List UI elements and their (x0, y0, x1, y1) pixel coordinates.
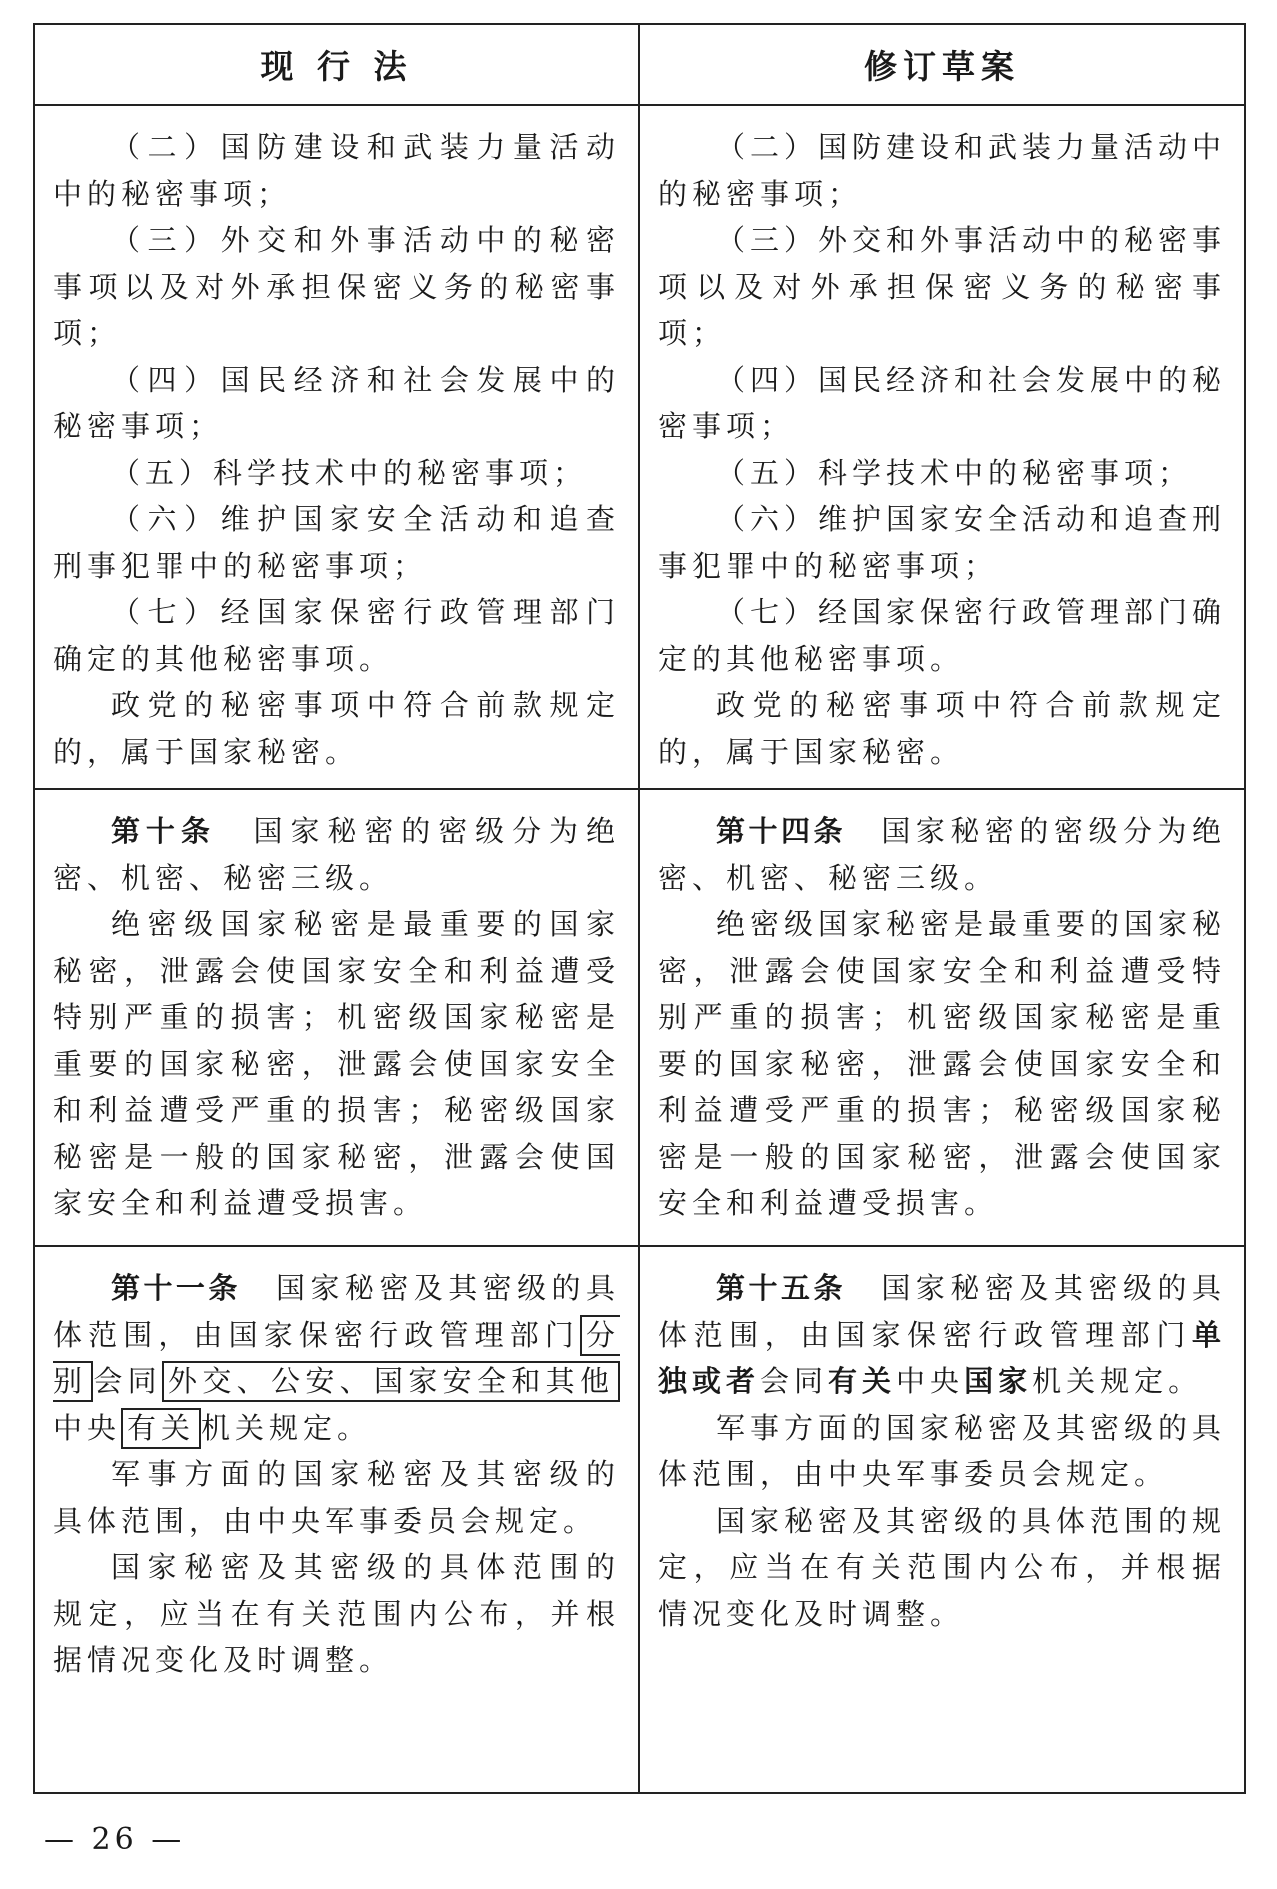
clause-paragraph: （四）国民经济和社会发展中的秘密事项； (53, 362, 620, 443)
deleted-text-box: 有关 (121, 1408, 201, 1449)
clause-paragraph: （六）维护国家安全活动和追查刑事犯罪中的秘密事项； (658, 502, 1227, 583)
clause-paragraph: （四）国民经济和社会发展中的秘密事项； (658, 362, 1227, 443)
revision-draft-cell (639, 105, 1245, 789)
article-text: 机关规定。 (201, 1410, 372, 1445)
current-law-cell (34, 789, 639, 1246)
article-text: 国家秘密及其密级的具体范围，由国家保密行政管理部门 (53, 1271, 620, 1352)
article-number: 第十五条 (716, 1271, 847, 1305)
article-number: 第十四条 (716, 814, 847, 848)
clause-paragraph: 政党的秘密事项中符合前款规定的，属于国家秘密。 (53, 688, 620, 769)
article-text: 国家秘密及其密级的具体范围，由国家保密行政管理部门 (658, 1271, 1226, 1352)
clause-paragraph: （七）经国家保密行政管理部门确定的其他秘密事项。 (53, 595, 620, 676)
table-row (34, 789, 1245, 1246)
article-text: 中央 (53, 1410, 122, 1445)
clause-paragraph: 军事方面的国家秘密及其密级的具体范围，由中央军事委员会规定。 (658, 1410, 1227, 1491)
header-revision-draft: 修订草案 (639, 24, 1245, 105)
clause-paragraph: 绝密级国家秘密是最重要的国家秘密，泄露会使国家安全和利益遭受特别严重的损害；机密级国家秘密是重要的国家秘密，泄露会使国家安全和利益遭受严重的损害；秘密级国家秘密是一般的国家秘密，泄露会使国家安全和利益遭受损害。 (658, 907, 1227, 1220)
table-row (34, 105, 1245, 789)
article-paragraph (53, 1265, 620, 1451)
article-text: 中央 (896, 1364, 965, 1398)
clause-paragraph: （二）国防建设和武装力量活动中的秘密事项； (53, 130, 620, 211)
current-law-cell (34, 1246, 639, 1793)
added-text: 国家 (964, 1364, 1033, 1398)
article-paragraph (658, 1265, 1226, 1405)
article-text: 会同 (760, 1364, 829, 1398)
added-text: 有关 (828, 1364, 897, 1398)
article-number: 第十条 (111, 814, 216, 848)
header-row (34, 24, 1245, 105)
clause-paragraph: （三）外交和外事活动中的秘密事项以及对外承担保密义务的秘密事项； (53, 223, 620, 350)
table-row (34, 1246, 1245, 1793)
header-current-law: 现 行 法 (34, 24, 639, 105)
revision-draft-cell (639, 1246, 1245, 1793)
clause-paragraph: 国家秘密及其密级的具体范围的规定，应当在有关范围内公布，并根据情况变化及时调整。 (658, 1503, 1227, 1631)
deleted-text-box: 外交、公安、国家安全和其他 (162, 1361, 620, 1402)
article-text: 国家秘密的密级分为绝密、机密、秘密三级。 (658, 814, 1226, 895)
clause-paragraph: 军事方面的国家秘密及其密级的具体范围，由中央军事委员会规定。 (53, 1457, 620, 1538)
clause-paragraph: 国家秘密及其密级的具体范围的规定，应当在有关范围内公布，并根据情况变化及时调整。 (53, 1550, 620, 1677)
clause-paragraph: 绝密级国家秘密是最重要的国家秘密，泄露会使国家安全和利益遭受特别严重的损害；机密级国家秘密是重要的国家秘密，泄露会使国家安全和利益遭受严重的损害；秘密级国家秘密是一般的国家秘密，泄露会使国家安全和利益遭受损害。 (53, 907, 620, 1220)
comparison-table (33, 23, 1246, 1794)
added-text: 单独或者 (658, 1317, 1226, 1398)
revision-draft-cell (639, 789, 1245, 1246)
page-number: — 26 — (44, 1822, 186, 1857)
article-text: 国家秘密的密级分为绝密、机密、秘密三级。 (53, 814, 620, 895)
deleted-text-box: 分别 (53, 1315, 620, 1403)
clause-paragraph: （七）经国家保密行政管理部门确定的其他秘密事项。 (658, 595, 1227, 676)
article-text: 机关规定。 (1032, 1364, 1203, 1398)
clause-paragraph: （六）维护国家安全活动和追查刑事犯罪中的秘密事项； (53, 502, 620, 583)
article-paragraph (53, 808, 620, 901)
clause-paragraph: （五）科学技术中的秘密事项； (111, 455, 588, 490)
article-text: 会同 (93, 1364, 163, 1398)
article-paragraph (658, 808, 1226, 901)
clause-paragraph: （二）国防建设和武装力量活动中的秘密事项； (658, 130, 1227, 211)
clause-paragraph: 政党的秘密事项中符合前款规定的，属于国家秘密。 (658, 688, 1226, 769)
clause-paragraph: （三）外交和外事活动中的秘密事项以及对外承担保密义务的秘密事项； (658, 223, 1227, 350)
current-law-cell (34, 105, 639, 789)
clause-paragraph: （五）科学技术中的秘密事项； (716, 455, 1193, 490)
article-number: 第十一条 (111, 1271, 241, 1305)
